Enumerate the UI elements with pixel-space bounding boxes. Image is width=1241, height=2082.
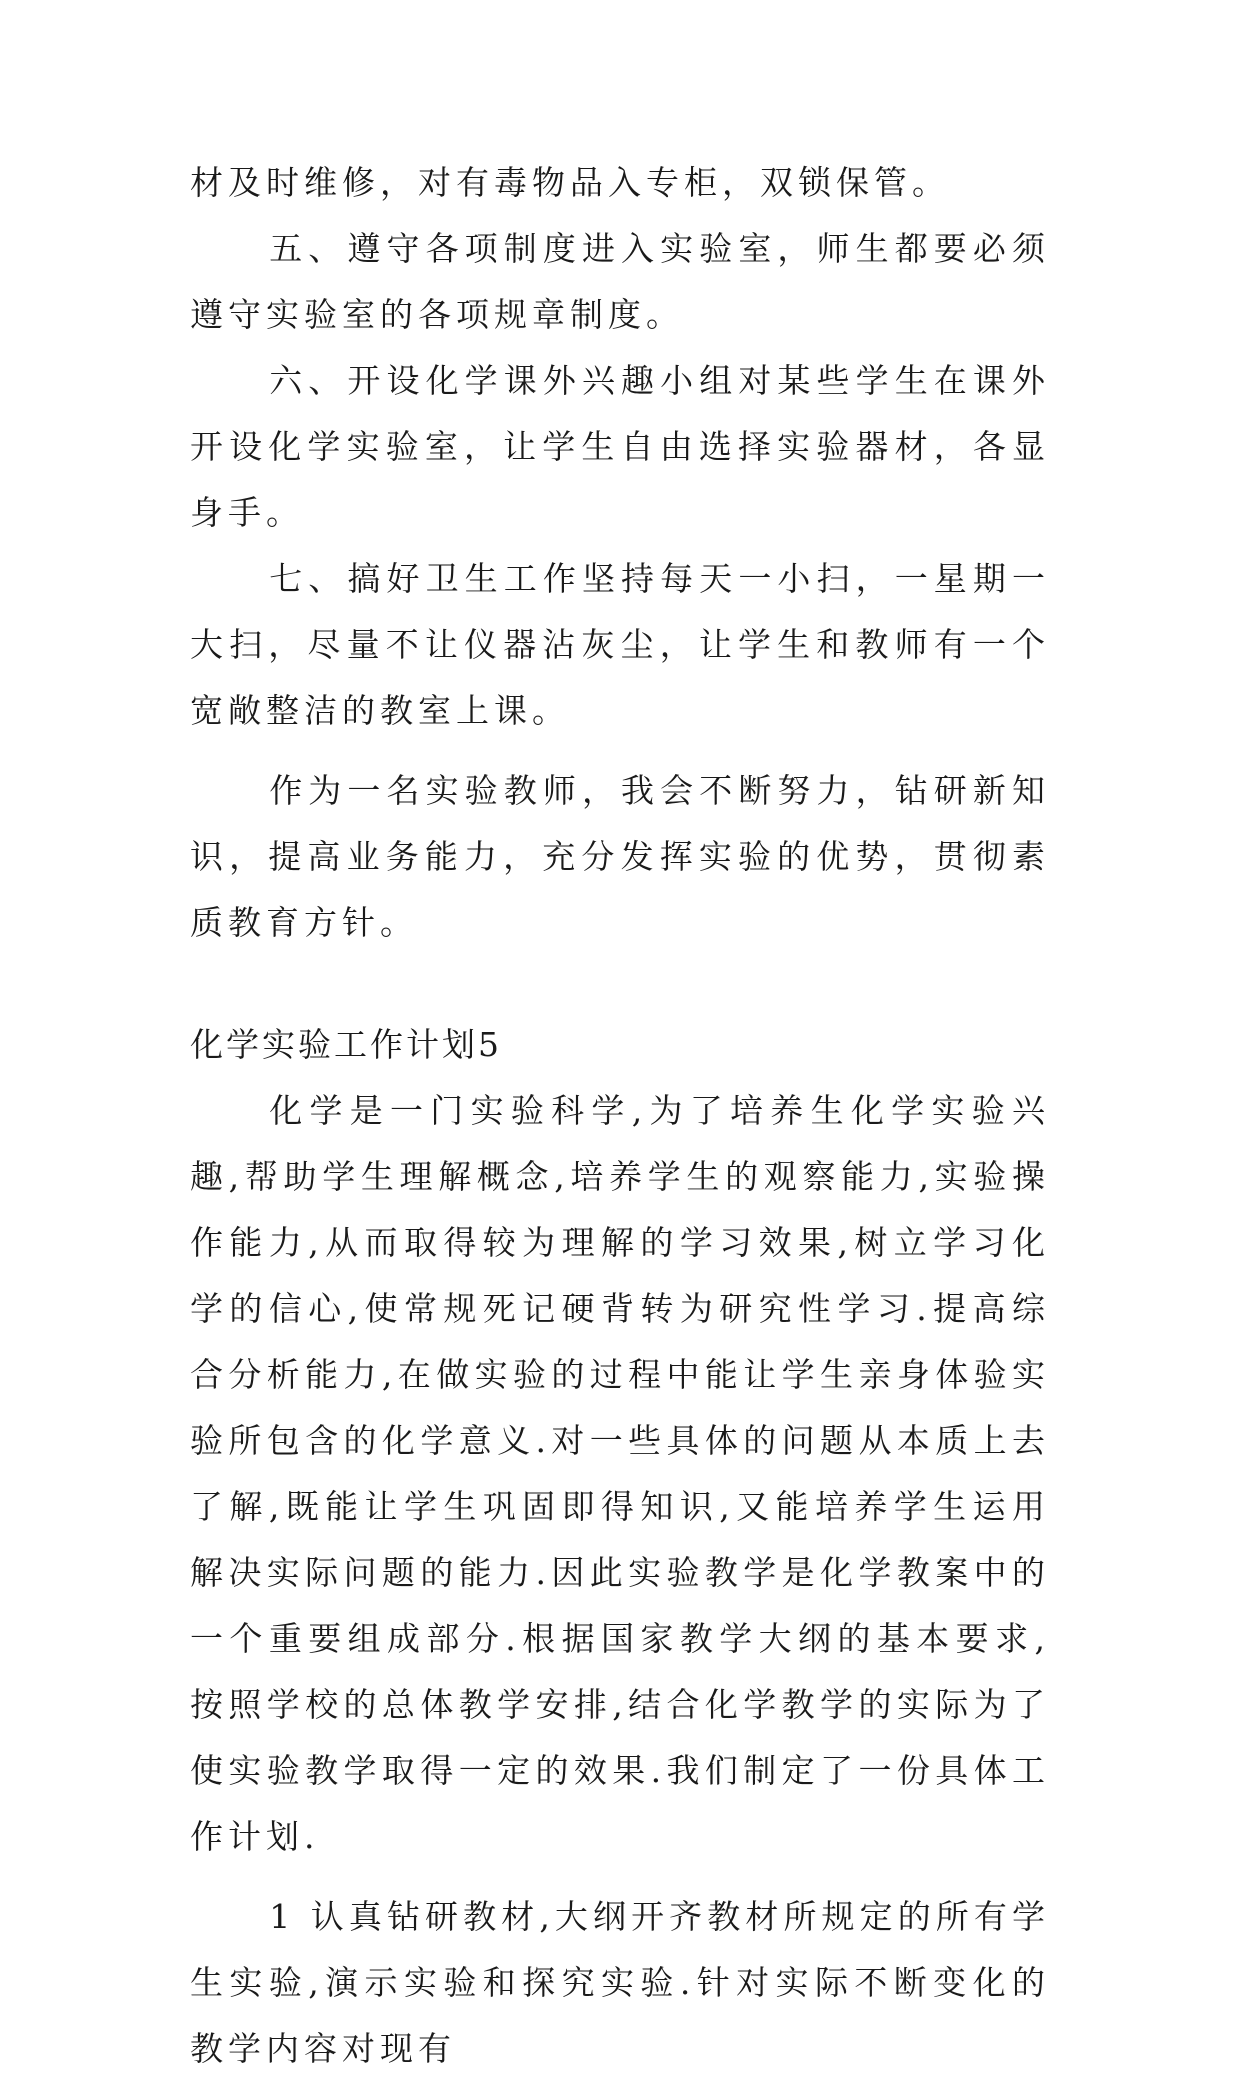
paragraph-intro: 化学是一门实验科学,为了培养生化学实验兴趣,帮助学生理解概念,培养学生的观察能力,实验操作能力,从而取得较为理解的学习效果,树立学习化学的信心,使常规死记硬背转为研究性学习.提高综合分析能力,在做实验的过程中能让学生亲身体验实验所包含的化学意义.对一些具体的问题从本质上去了解,既能让学生巩固即得知识,又能培养学生运用解决实际问题的能力.因此实验教学是化学教案中的一个重要组成部分.根据国家教学大纲的基本要求,按照学校的总体教学安排,结合化学教学的实际为了使实验教学取得一定的效果.我们制定了一份具体工作计划. (190, 1091, 1050, 1856)
paragraph-item-1: 1 认真钻研教材,大纲开齐教材所规定的所有学生实验,演示实验和探究实验.针对实际不断变化的教学内容对现有 (190, 1897, 1050, 2068)
paragraph-continuation: 材及时维修，对有毒物品入专柜，双锁保管。 (190, 163, 950, 202)
document-page (190, 150, 1050, 2082)
paragraph-rule-6: 六、开设化学课外兴趣小组对某些学生在课外开设化学实验室，让学生自由选择实验器材，各显身手。 (190, 361, 1050, 532)
paragraph-closing: 作为一名实验教师，我会不断努力，钻研新知识，提高业务能力，充分发挥实验的优势，贯彻素质教育方针。 (190, 771, 1050, 942)
paragraph-rule-7: 七、搞好卫生工作坚持每天一小扫，一星期一大扫，尽量不让仪器沾灰尘，让学生和教师有一个宽敞整洁的教室上课。 (190, 559, 1050, 730)
paragraph-rule-5: 五、遵守各项制度进入实验室，师生都要必须遵守实验室的各项规章制度。 (190, 229, 1050, 334)
section-title: 化学实验工作计划5 (190, 1025, 502, 1064)
